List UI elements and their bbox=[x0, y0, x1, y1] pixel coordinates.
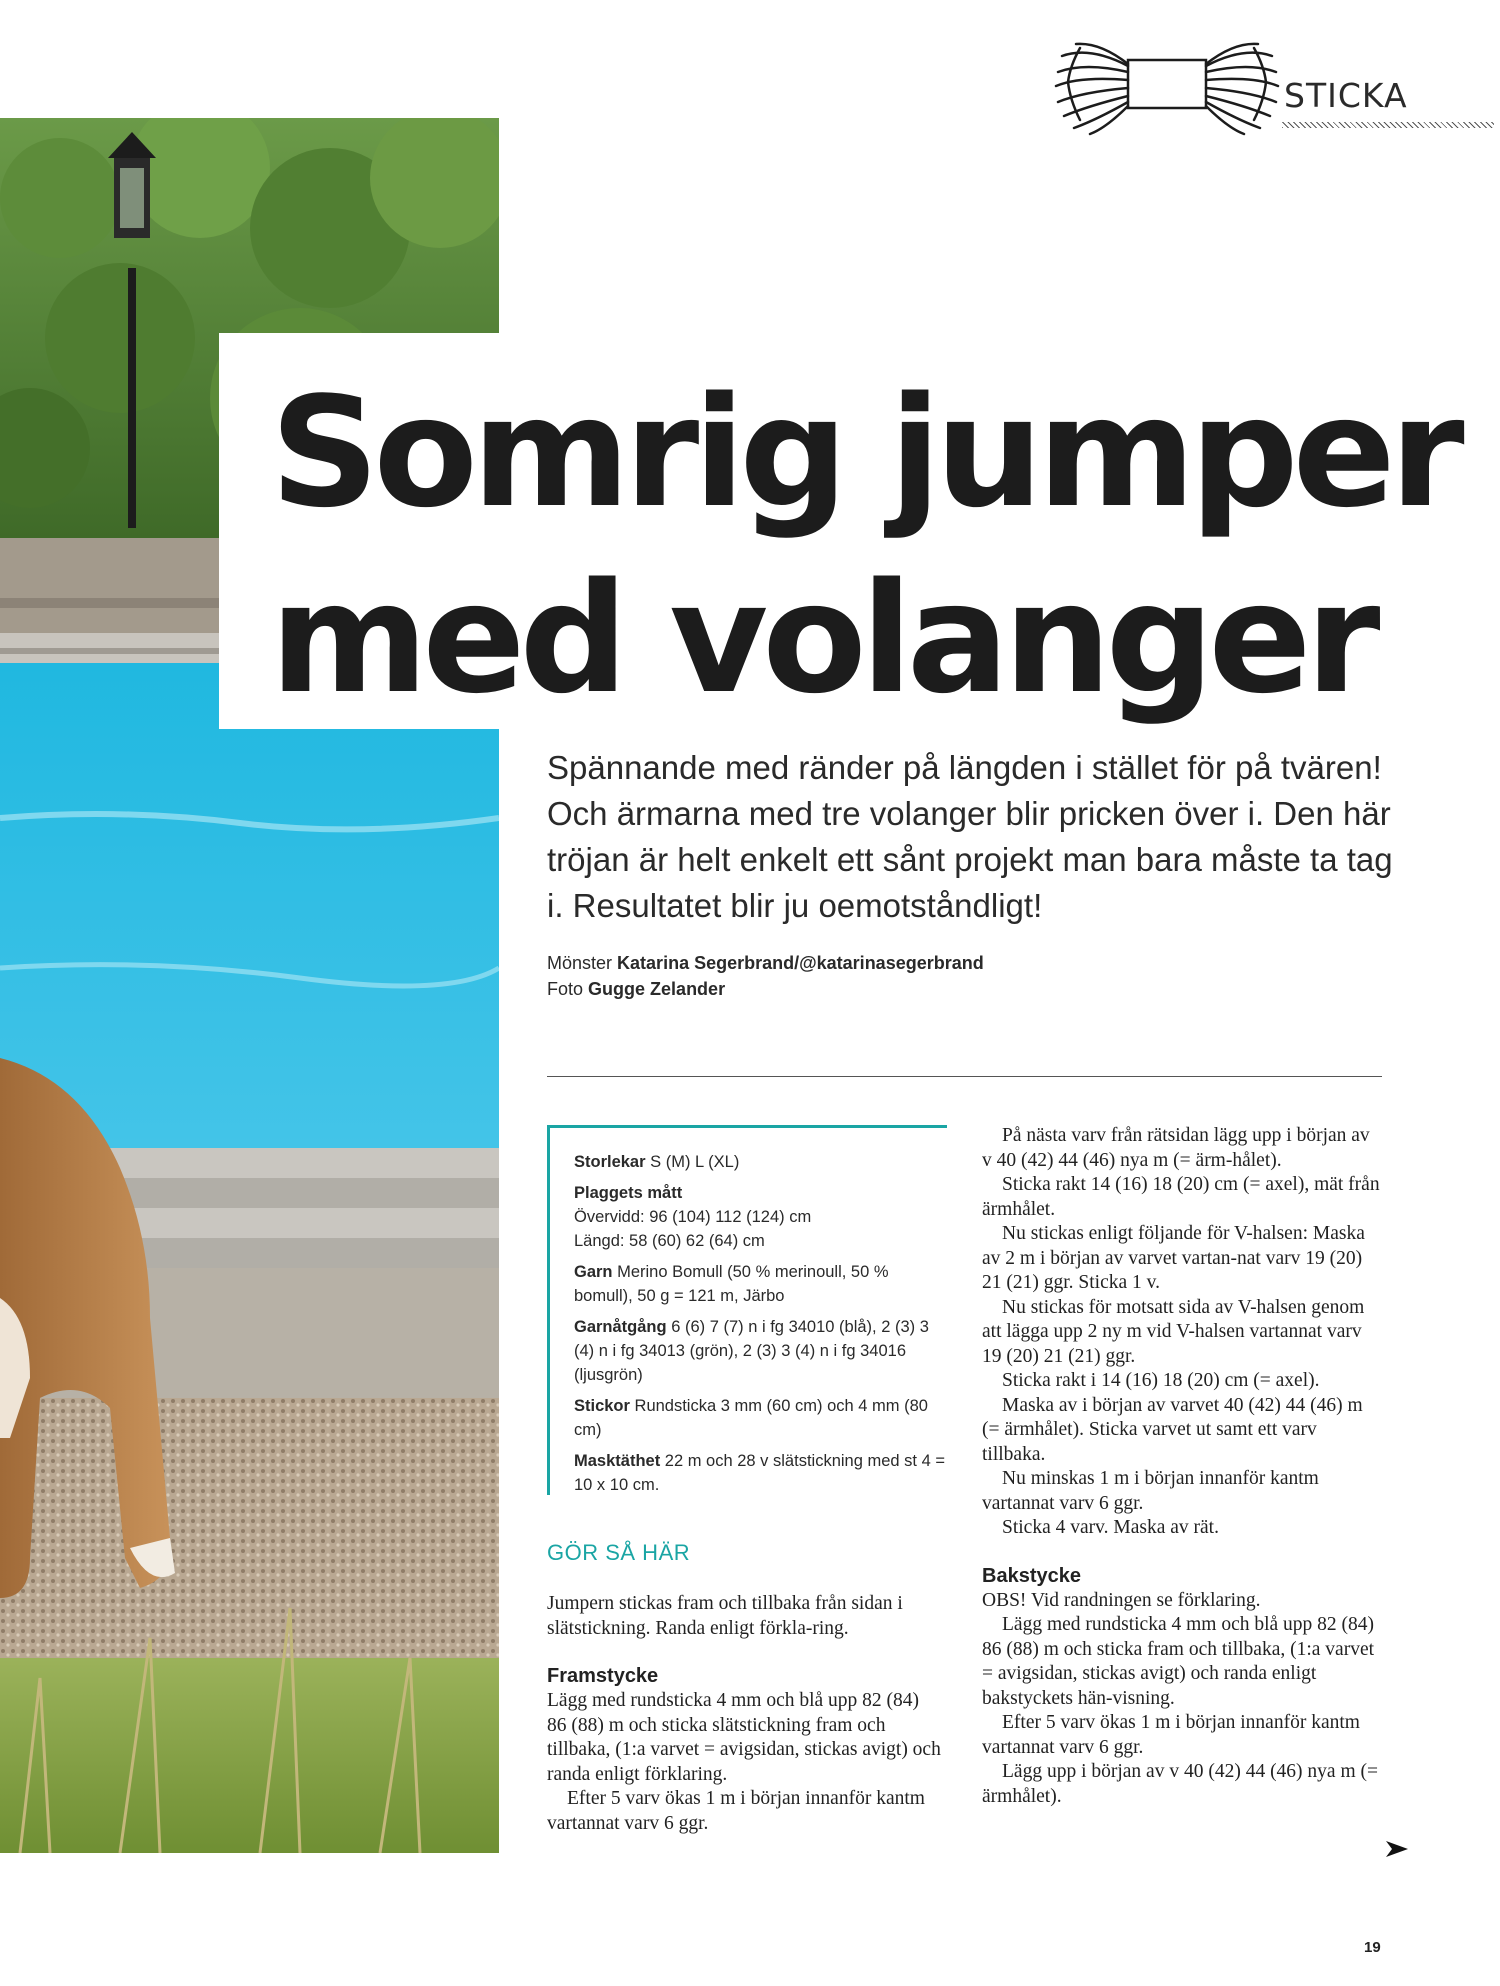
fact-label: Stickor bbox=[574, 1397, 630, 1415]
instruction-paragraph: På nästa varv från rätsidan lägg upp i början av v 40 (42) 44 (46) nya m (= ärm-hålet). bbox=[982, 1125, 1370, 1171]
section-header bbox=[1050, 36, 1500, 146]
instruction-paragraph: Nu stickas enligt följande för V-halsen: Maska av 2 m i början av varvet vartan-nat varv 19 (20) 21 (21) ggr. Sticka 1 v. bbox=[982, 1223, 1365, 1293]
intro-paragraph: Jumpern stickas fram och tillbaka från sidan i slätstickning. Randa enligt förkla-ring. bbox=[547, 1593, 903, 1639]
front-heading: Framstycke bbox=[547, 1665, 659, 1687]
fact-yarn-usage bbox=[574, 1315, 947, 1387]
front-paragraph: Efter 5 varv ökas 1 m i början innanför kantm vartannat varv 6 ggr. bbox=[547, 1788, 925, 1834]
instruction-paragraph: Sticka rakt 14 (16) 18 (20) cm (= axel), mät från ärmhålet. bbox=[982, 1174, 1380, 1220]
continue-arrow-icon bbox=[1386, 1839, 1408, 1859]
fact-label: Plaggets mått bbox=[574, 1184, 683, 1202]
fact-label: Masktäthet bbox=[574, 1452, 661, 1470]
back-paragraph: Lägg med rundsticka 4 mm och blå upp 82 (84) 86 (88) m och sticka fram och tillbaka, (1:a varvet = avigsidan, stickas avigt) och randa enligt bakstyckets hän-visning. bbox=[982, 1614, 1375, 1709]
pattern-credit bbox=[547, 950, 984, 976]
fact-label: Garn bbox=[574, 1263, 613, 1281]
fact-needles bbox=[574, 1394, 947, 1442]
fact-value: Merino Bomull (50 % merinoull, 50 % bomull), 50 g = 121 m, Järbo bbox=[574, 1263, 889, 1305]
credits bbox=[547, 950, 984, 1002]
lead-paragraph: Spännande med ränder på längden i stället för på tvären! Och ärmarna med tre volanger blir pricken över i. Den här tröjan är helt enkelt ett sånt projekt man bara måste ta tag i. Resultatet blir ju oemotståndligt! bbox=[547, 749, 1393, 924]
back-paragraph: Efter 5 varv ökas 1 m i början innanför kantm vartannat varv 6 ggr. bbox=[982, 1712, 1360, 1758]
fact-yarn bbox=[574, 1260, 947, 1308]
photo-label: Foto bbox=[547, 979, 584, 999]
fact-value: 22 m och 28 v slätstickning med st 4 = 10 x 10 cm. bbox=[574, 1452, 945, 1494]
back-paragraph: Lägg upp i början av v 40 (42) 44 (46) nya m (= ärmhålet). bbox=[982, 1761, 1378, 1807]
fact-value: 6 (6) 7 (7) n i fg 34010 (blå), 2 (3) 3 (4) n i fg 34013 (grön), 2 (3) 3 (4) n i fg 34016 (ljusgrön) bbox=[574, 1318, 929, 1384]
fact-sizes bbox=[574, 1150, 947, 1174]
instruction-paragraph: Sticka rakt i 14 (16) 18 (20) cm (= axel). bbox=[1002, 1370, 1320, 1391]
instruction-paragraph: Nu stickas för motsatt sida av V-halsen genom att lägga upp 2 ny m vid V-halsen vartannat varv 19 (20) 21 (21) ggr. bbox=[982, 1296, 1365, 1367]
section-label: STICKA bbox=[1284, 76, 1408, 115]
back-paragraph: OBS! Vid randningen se förklaring. bbox=[982, 1589, 1261, 1611]
title-line-2: med volanger bbox=[270, 550, 1375, 727]
pattern-label: Mönster bbox=[547, 953, 613, 973]
horizontal-rule bbox=[547, 1076, 1382, 1077]
instructions-heading: GÖR SÅ HÄR bbox=[547, 1540, 691, 1565]
back-heading: Bakstycke bbox=[982, 1564, 1081, 1587]
fact-label: Garnåtgång bbox=[574, 1318, 667, 1336]
fact-value: Övervidd: 96 (104) 112 (124) cm bbox=[574, 1208, 812, 1226]
page-number: 19 bbox=[1364, 1939, 1381, 1956]
photo-credit bbox=[547, 976, 984, 1002]
instruction-paragraph: Nu minskas 1 m i början innanför kantm vartannat varv 6 ggr. bbox=[982, 1468, 1319, 1514]
yarn-skein-icon bbox=[1050, 36, 1280, 146]
front-paragraph: Lägg med rundsticka 4 mm och blå upp 82 (84) 86 (88) m och sticka slätstickning fram och tillbaka, (1:a varvet = avigsidan, stickas avigt) och randa enligt förklaring. bbox=[547, 1690, 941, 1785]
section-divider bbox=[1282, 122, 1494, 128]
instructions-column-right bbox=[982, 1124, 1382, 1809]
instruction-paragraph: Maska av i början av varvet 40 (42) 44 (46) m (= ärmhålet). Sticka varvet ut samt ett varv tillbaka. bbox=[982, 1394, 1363, 1465]
fact-label: Storlekar bbox=[574, 1153, 646, 1171]
instructions-column-left bbox=[547, 1592, 941, 1836]
fact-value: Rundsticka 3 mm (60 cm) och 4 mm (80 cm) bbox=[574, 1397, 928, 1439]
fact-measurements bbox=[574, 1181, 947, 1253]
photo-author: Gugge Zelander bbox=[588, 979, 726, 999]
title-line-1: Somrig jumper bbox=[270, 364, 1459, 541]
fact-gauge bbox=[574, 1449, 947, 1497]
fact-value: S (M) L (XL) bbox=[645, 1153, 740, 1171]
pattern-facts-box bbox=[547, 1125, 947, 1495]
page-title bbox=[270, 360, 1470, 732]
pattern-author: Katarina Segerbrand/@katarinasegerbrand bbox=[617, 953, 984, 973]
fact-value: Längd: 58 (60) 62 (64) cm bbox=[574, 1232, 765, 1250]
instruction-paragraph: Sticka 4 varv. Maska av rät. bbox=[1002, 1517, 1219, 1538]
